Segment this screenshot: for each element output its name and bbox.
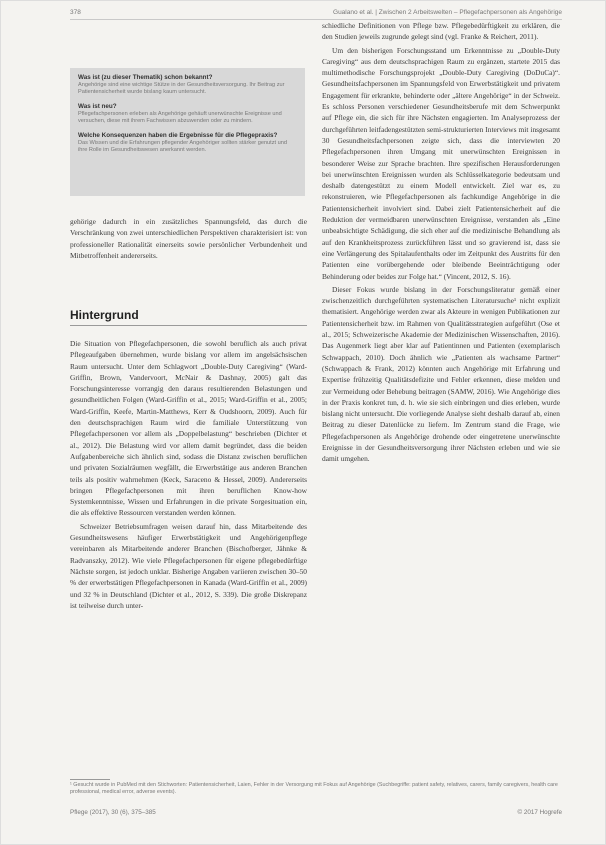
key-points-box [70,68,305,196]
intro-paragraph: gehörige dadurch in ein zusätzliches Spannungsfeld, das durch die Verschränkung von zwei unterschiedlichen Perspektiven charakterisiert ist: von professioneller Rationalität einerseits sowie persönlicher Verbundenheit und Mitbetroffenheit andererseits. [70,217,307,260]
body-paragraph: Dieser Fokus wurde bislang in der Forschungsliteratur gemäß einer zwischenzeitlich durchgeführten systematischen Literatursuche¹ nicht explizit thematisiert. Angehörige werden zwar als Akteure in wenigen Publikationen zur Patientensicherheit bzw. im Rahmen von Qualitätsstrategien aufgeführt (Ose et al., 2015; Schweizerische Akademie der Medizinischen Wissenschaften, 2016). Das Augenmerk liegt aber klar auf Patientinnen und Patienten (exemplarisch Schwappach, 2010). Doch ähnlich wie „Patienten als wachsame Partner“ (Schwappach & Frank, 2012) könnten auch Angehörige mit Erfahrung und Expertise frühzeitig Qualitätsdefizite und Fehler erkennen, diese melden und zur Vermeidung oder Behebung beitragen (SAMW, 2016). Wie Angehörige dies in der Praxis konkret tun, d. h. wie sie sich einbringen und dies erleben, wurde bislang nicht untersucht. Die vorliegende Analyse sieht deshalb darauf ab, einen Beitrag zu dieser Datenlücke zu liefern. Im Zentrum stand die Frage, wie Pflegefachpersonen als Angehörige drohende oder eingetretene unerwünschte Ereignisse in der Gesundheitsversorgung ihrer Nächsten erleben und wie sie damit umgehen. [322,284,560,464]
footnote: ¹ Gesucht wurde in PubMed mit den Stichworten: Patientensicherheit, Laien, Fehler in der Versorgung mit Fokus auf Angehörige (Suchbegriffe: patient safety, relatives, carers, family caregivers, health care professional, medical error, adverse events). [70,782,558,796]
right-column-body [322,20,560,465]
key-answer-2: Pflegefachpersonen erleben als Angehörige gehäuft unerwünschte Ereignisse und versuchen, diese mit ihrem Fachwissen abzuwenden oder zu mindern. [78,110,282,125]
footnote-rule [70,779,110,780]
left-column-body [70,338,307,611]
publisher-copyright: © 2017 Hogrefe [517,808,562,816]
journal-citation: Pflege (2017), 30 (6), 375–385 [70,808,156,816]
body-paragraph: Schweizer Betriebsumfragen weisen darauf hin, dass Mitarbeitende des Gesundheitswesens häufiger Erwerbstätigkeit und Angehörigenpflege vereinbaren als Mitarbeitende anderer Branchen (Bischofberger, Jähnke & Radvanszky, 2012). Wie viele Pflegefachpersonen für eigene pflegebedürftige Nächste sorgen, ist jedoch unklar. Bisherige Angaben variieren zwischen 30–50 % der erwerbstätigen Pflegefachpersonen in Kanada (Ward-Griffin et al., 2009) und 32 % in Deutschland (Dichter et al., 2012, S. 339). Die große Diskrepanz ist teilweise durch unter- [70,521,307,610]
key-answer-3: Das Wissen und die Erfahrungen pflegender Angehöriger sollten stärker genutzt und ihre Rolle im Gesundheitswesen anerkannt werden. [78,139,287,154]
running-title: Gualano et al. | Zwischen 2 Arbeitswelten – Pflegefachpersonen als Angehörige [333,8,562,16]
body-paragraph: schiedliche Definitionen von Pflege bzw. Pflegebedürftigkeit zu erklären, die den Studien jeweils zugrunde gelegt sind (vgl. Franke & Reichert, 2011). [322,21,560,42]
body-paragraph: Die Situation von Pflegefachpersonen, die sowohl beruflich als auch privat Pflegeaufgaben übernehmen, wurde bislang vor allem im angelsächsischen Raum untersucht. Unter dem Schlagwort „Double-Duty Caregiving“ (Ward-Griffin, Brown, Vandervoort, McNair & Dashnay, 2005) galt das Forschungsinteresse vorrangig den daraus resultierenden Belastungen und gesundheitlichen Folgen (Ward-Griffin et al., 2015; Ward-Griffin et al., 2005; Ward-Griffin, Keefe, Martin-Matthews, Kerr & Oudshoorn, 2009). Auch für den deutschsprachigen Raum wird die familiale Unterstützung von Pflegefachpersonen vor allem als „Doppelbelastung“ beschrieben (Dichter et al., 2012). Die Belastung wird vor allem damit begründet, dass die beiden Aufgabenbereiche sich ähnlich sind, sodass die Distanz zwischen beruflichen und privaten Sozialräumen wegfällt, die Erwerbstätige aus anderen Branchen teils als positiv wahrnehmen (Keck, Saraceno & Hessel, 2009). Andererseits bringen Pflegefachpersonen mit ihren beruflichen Know-how Systemkenntnisse, Wissen und Erfahrungen in die private Sorgesituation ein, die als effektive Ressourcen verstanden werden können. [70,339,307,518]
body-paragraph: Um den bisherigen Forschungsstand um Erkenntnisse zu „Double-Duty Caregiving“ aus dem deutschsprachigen Raum zu ergänzen, startete 2015 das multimethodische Forschungsprojekt „Double-Duty Caregiving (DoDuCa)“. Gesundheitsfachpersonen im Spannungsfeld von Erwerbstätigkeit und privatem Engagement für erkrankte, behinderte oder „ältere Angehörige“ in der Schweiz. Es schloss Personen verschiedener Gesundheitsberufe mit dem Schwerpunkt auf Pflege ein, die sich für ihre Nächsten engagierten. Im Analyseprozess der durchgeführten leitfadengestützten semi-strukturierten Interviews mit insgesamt 30 Gesundheitsfachpersonen zeigte sich, dass die interviewten 20 Pflegefachpersonen ihren Umgang mit unerwünschten Ereignissen in besonderer Weise zur Sprache brachten. Ihre spezifischen Herausforderungen bei unerwünschten Ereignissen wurden als Schlüsselkategorie bedeutsam und deshalb datengestützt zu einem Modell entwickelt. Ziel war es, zu rekonstruieren, wie Pflegefachpersonen als fachkundige Angehörige in die Patientensicherheit involviert sind. Dabei zielt Patientensicherheit auf die Reduktion der vermeidbaren unerwünschten Ereignisse, verstanden als „Eine unbeabsichtigte Schädigung, die sich eher auf die medizinische Behandlung als auf den Krankheitsprozess zurückführen lässt und so gravierend ist, dass sie eine Verlängerung des Spitalaufenthalts oder im Zeitpunkt des Austritts für den Patienten eine vorübergehende oder bleibende Beeinträchtigung oder Behinderung oder beides zur Folge hat.“ (Vincent, 2012, S. 16). [322,45,560,281]
heading-rule [70,325,307,326]
left-column-intro [70,216,307,261]
page-footer [70,806,562,818]
page-number: 378 [70,8,81,16]
key-question-3: Welche Konsequenzen haben die Ergebnisse für die Pflegepraxis? [78,131,278,139]
section-heading: Hintergrund [70,308,139,322]
running-header [70,6,562,18]
key-answer-1: Angehörige sind eine wichtige Stütze in der Gesundheitsversorgung. Ihr Beitrag zur Patientensicherheit wurde bislang kaum untersucht. [78,82,285,96]
key-question-2: Was ist neu? [78,102,117,110]
key-question-1: Was ist (zu dieser Thematik) schon bekannt? [78,74,213,81]
